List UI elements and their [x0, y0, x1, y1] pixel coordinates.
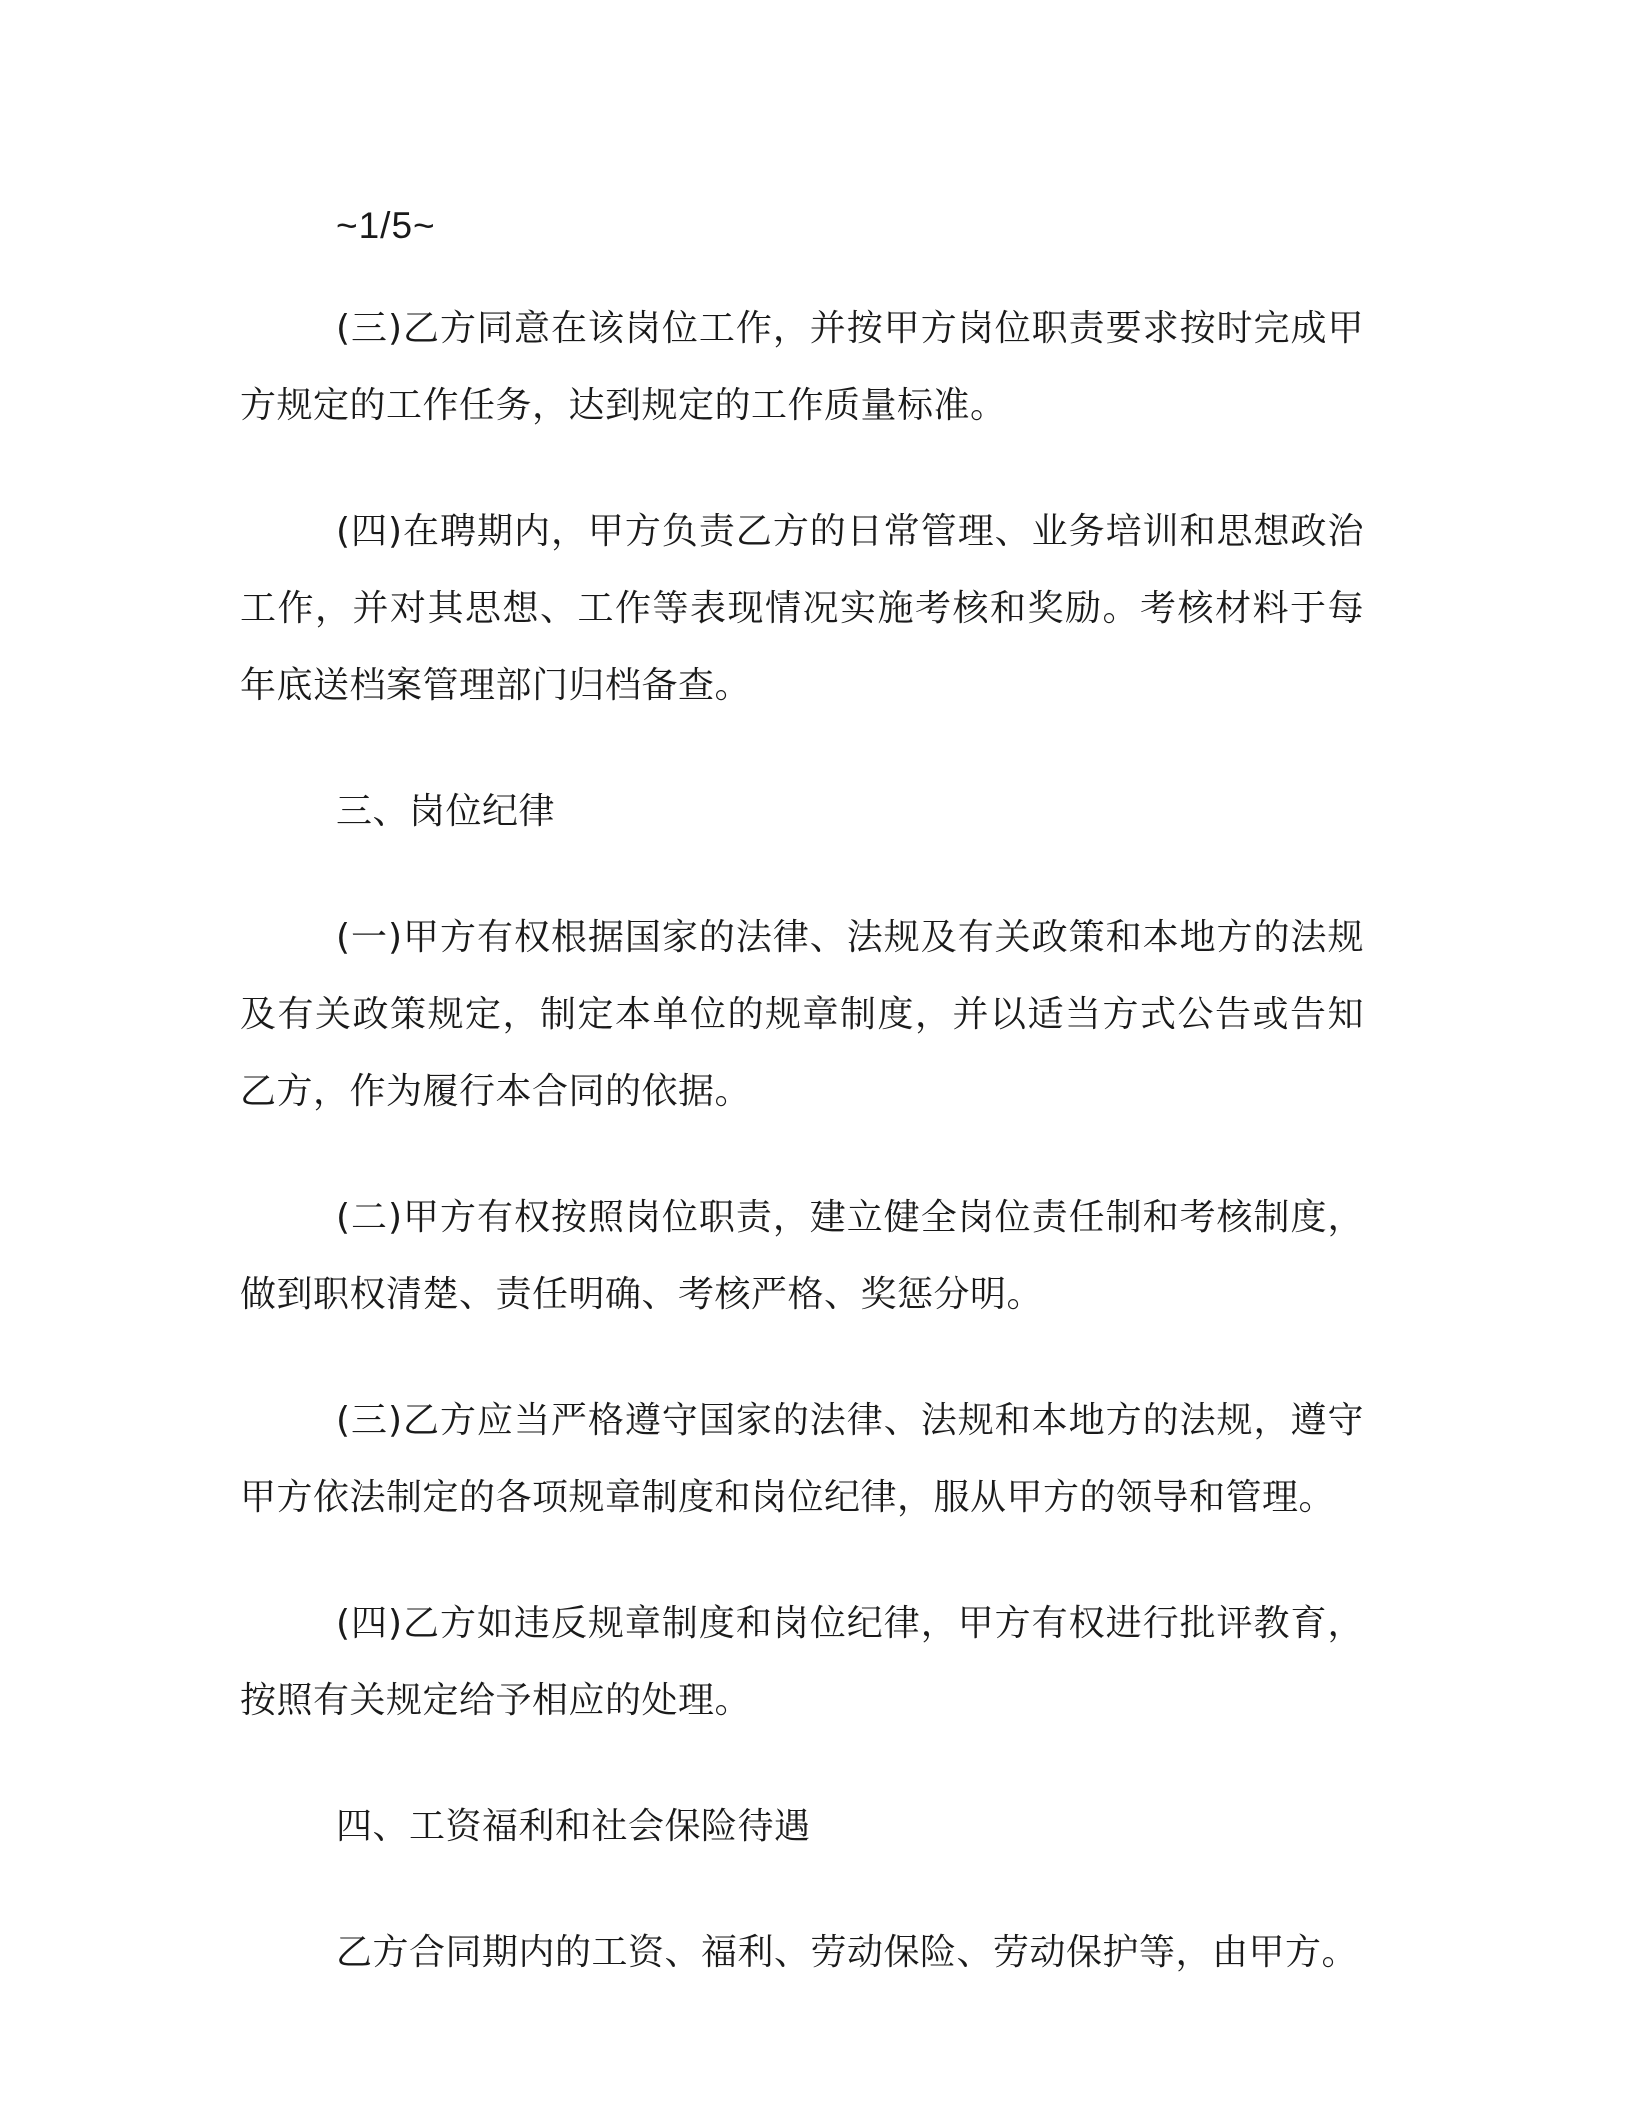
- clause-3-4-management: (四)在聘期内，甲方负责乙方的日常管理、业务培训和思想政治工作，并对其思想、工作等表现情况实施考核和奖励。考核材料于每年底送档案管理部门归档备查。: [240, 511, 1364, 706]
- clause-discipline-1: (一)甲方有权根据国家的法律、法规及有关政策和本地方的法规及有关政策规定，制定本单位的规章制度，并以适当方式公告或告知乙方，作为履行本合同的依据。: [240, 917, 1364, 1112]
- document-body: [240, 290, 1364, 2040]
- section-heading-wages: 四、工资福利和社会保险待遇: [336, 1806, 811, 1847]
- clause-discipline-4: (四)乙方如违反规章制度和岗位纪律，甲方有权进行批评教育，按照有关规定给予相应的处理。: [240, 1603, 1364, 1721]
- clause-discipline-2: (二)甲方有权按照岗位职责，建立健全岗位责任制和考核制度，做到职权清楚、责任明确、考核严格、奖惩分明。: [240, 1197, 1364, 1315]
- page-number: ~1/5~: [336, 205, 436, 246]
- clause-3-3-agreement: (三)乙方同意在该岗位工作，并按甲方岗位职责要求按时完成甲方规定的工作任务，达到规定的工作质量标准。: [240, 308, 1364, 426]
- clause-wages-1: 乙方合同期内的工资、福利、劳动保险、劳动保护等，由甲方。: [336, 1932, 1359, 1973]
- clause-discipline-3: (三)乙方应当严格遵守国家的法律、法规和本地方的法规，遵守甲方依法制定的各项规章制度和岗位纪律，服从甲方的领导和管理。: [240, 1400, 1364, 1518]
- section-heading-discipline: 三、岗位纪律: [336, 791, 556, 832]
